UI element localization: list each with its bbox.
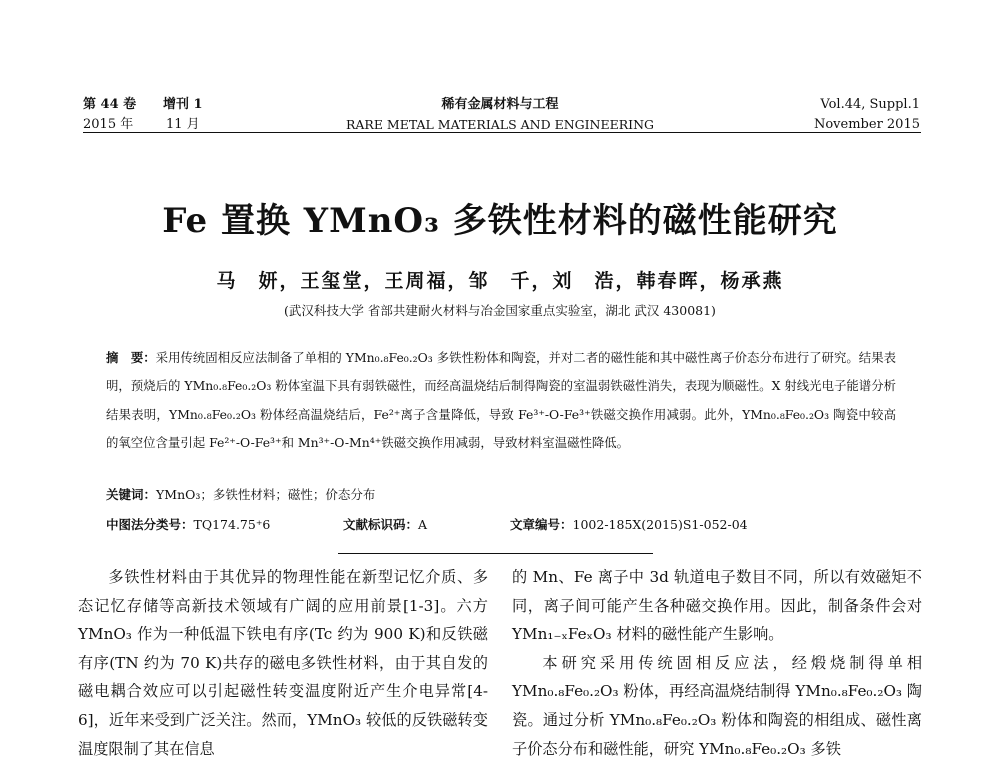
keywords — [106, 485, 375, 503]
supplement-cn: 增刊 1 — [163, 97, 203, 112]
journal-title-en: RARE METAL MATERIALS AND ENGINEERING — [345, 117, 655, 132]
body-column-left — [78, 563, 488, 763]
month-cn: 11 月 — [166, 117, 200, 132]
journal-title-cn: 稀有金属材料与工程 — [441, 97, 559, 112]
paragraph: 本研究采用传统固相反应法，经煅烧制得单相 YMn₀.₈Fe₀.₂O₃ 粉体，再经高温烧结制得 YMn₀.₈Fe₀.₂O₃ 陶瓷。通过分析 YMn₀.₈Fe₀.₂O₃ 粉体和陶瓷的相组成、磁性离子价态分布和磁性能，研究 YMn₀.₈Fe₀.₂O₃ 多铁 — [512, 653, 922, 758]
volume-cn: 第 44 卷 — [83, 97, 137, 112]
abstract-text: 采用传统固相反应法制备了单相的 YMn₀.₈Fe₀.₂O₃ 多铁性粉体和陶瓷，并对二者的磁性能和其中磁性离子价态分布进行了研究。结果表明，预烧后的 YMn₀.₈Fe₀.₂O₃ 粉体室温下具有弱铁磁性，而经高温烧结后制得陶瓷的室温弱铁磁性消失，表现为顺磁性。X 射线光电子能谱分析结果表明，YMn₀.₈Fe₀.₂O₃ 粉体经高温烧结后，Fe²⁺离子含量降低，导致 Fe³⁺-O-Fe³⁺铁磁交换作用减弱。此外，YMn₀.₈Fe₀.₂O₃ 陶瓷中较高的氧空位含量引起 Fe²⁺-O-Fe³⁺和 Mn³⁺-O-Mn⁴⁺铁磁交换作用减弱，导致材料室温磁性降低。 — [106, 350, 896, 450]
article-number: 文章编号：1002-185X(2015)S1-052-04 — [510, 517, 748, 532]
year-cn: 2015 年 — [83, 117, 134, 132]
document-code: 文献标识码：A — [343, 517, 428, 532]
abstract-label: 摘 要： — [106, 350, 156, 365]
paper-title: Fe 置换 YMnO₃ 多铁性材料的磁性能研究 — [162, 201, 838, 241]
author-list: 马 妍，王玺堂，王周福，邹 千，刘 浩，韩春晖，杨承燕 — [216, 270, 784, 292]
abstract — [106, 344, 896, 457]
date-en: November 2015 — [813, 117, 920, 132]
section-divider — [338, 553, 653, 554]
paragraph: 的 Mn、Fe 离子中 3d 轨道电子数目不同，所以有效磁矩不同，离子间可能产生各种磁交换作用。因此，制备条件会对 YMn₁₋ₓFeₓO₃ 材料的磁性能产生影响。 — [512, 568, 922, 644]
keywords-label: 关键词： — [106, 487, 157, 502]
header-rule — [83, 132, 921, 133]
paragraph: 多铁性材料由于其优异的物理性能在新型记忆介质、多态记忆存储等高新技术领域有广阔的应用前景[1-3]。六方 YMnO₃ 作为一种低温下铁电有序(Tc 约为 900 K)和反铁磁有序(TN 约为 70 K)共存的磁电多铁性材料，由于其自发的磁电耦合效应可以引起磁性转变温度附近产生介电异常[4-6]，近年来受到广泛关注。然而，YMnO₃ 较低的反铁磁转变温度限制了其在信息 — [78, 568, 488, 758]
keywords-text: YMnO₃；多铁性材料；磁性；价态分布 — [156, 487, 376, 502]
affiliation: (武汉科技大学 省部共建耐火材料与冶金国家重点实验室，湖北 武汉 430081) — [284, 303, 716, 318]
body-column-right — [512, 563, 922, 763]
clc-number: 中图法分类号：TQ174.75⁺6 — [106, 517, 271, 532]
volume-en: Vol.44, Suppl.1 — [820, 97, 920, 112]
